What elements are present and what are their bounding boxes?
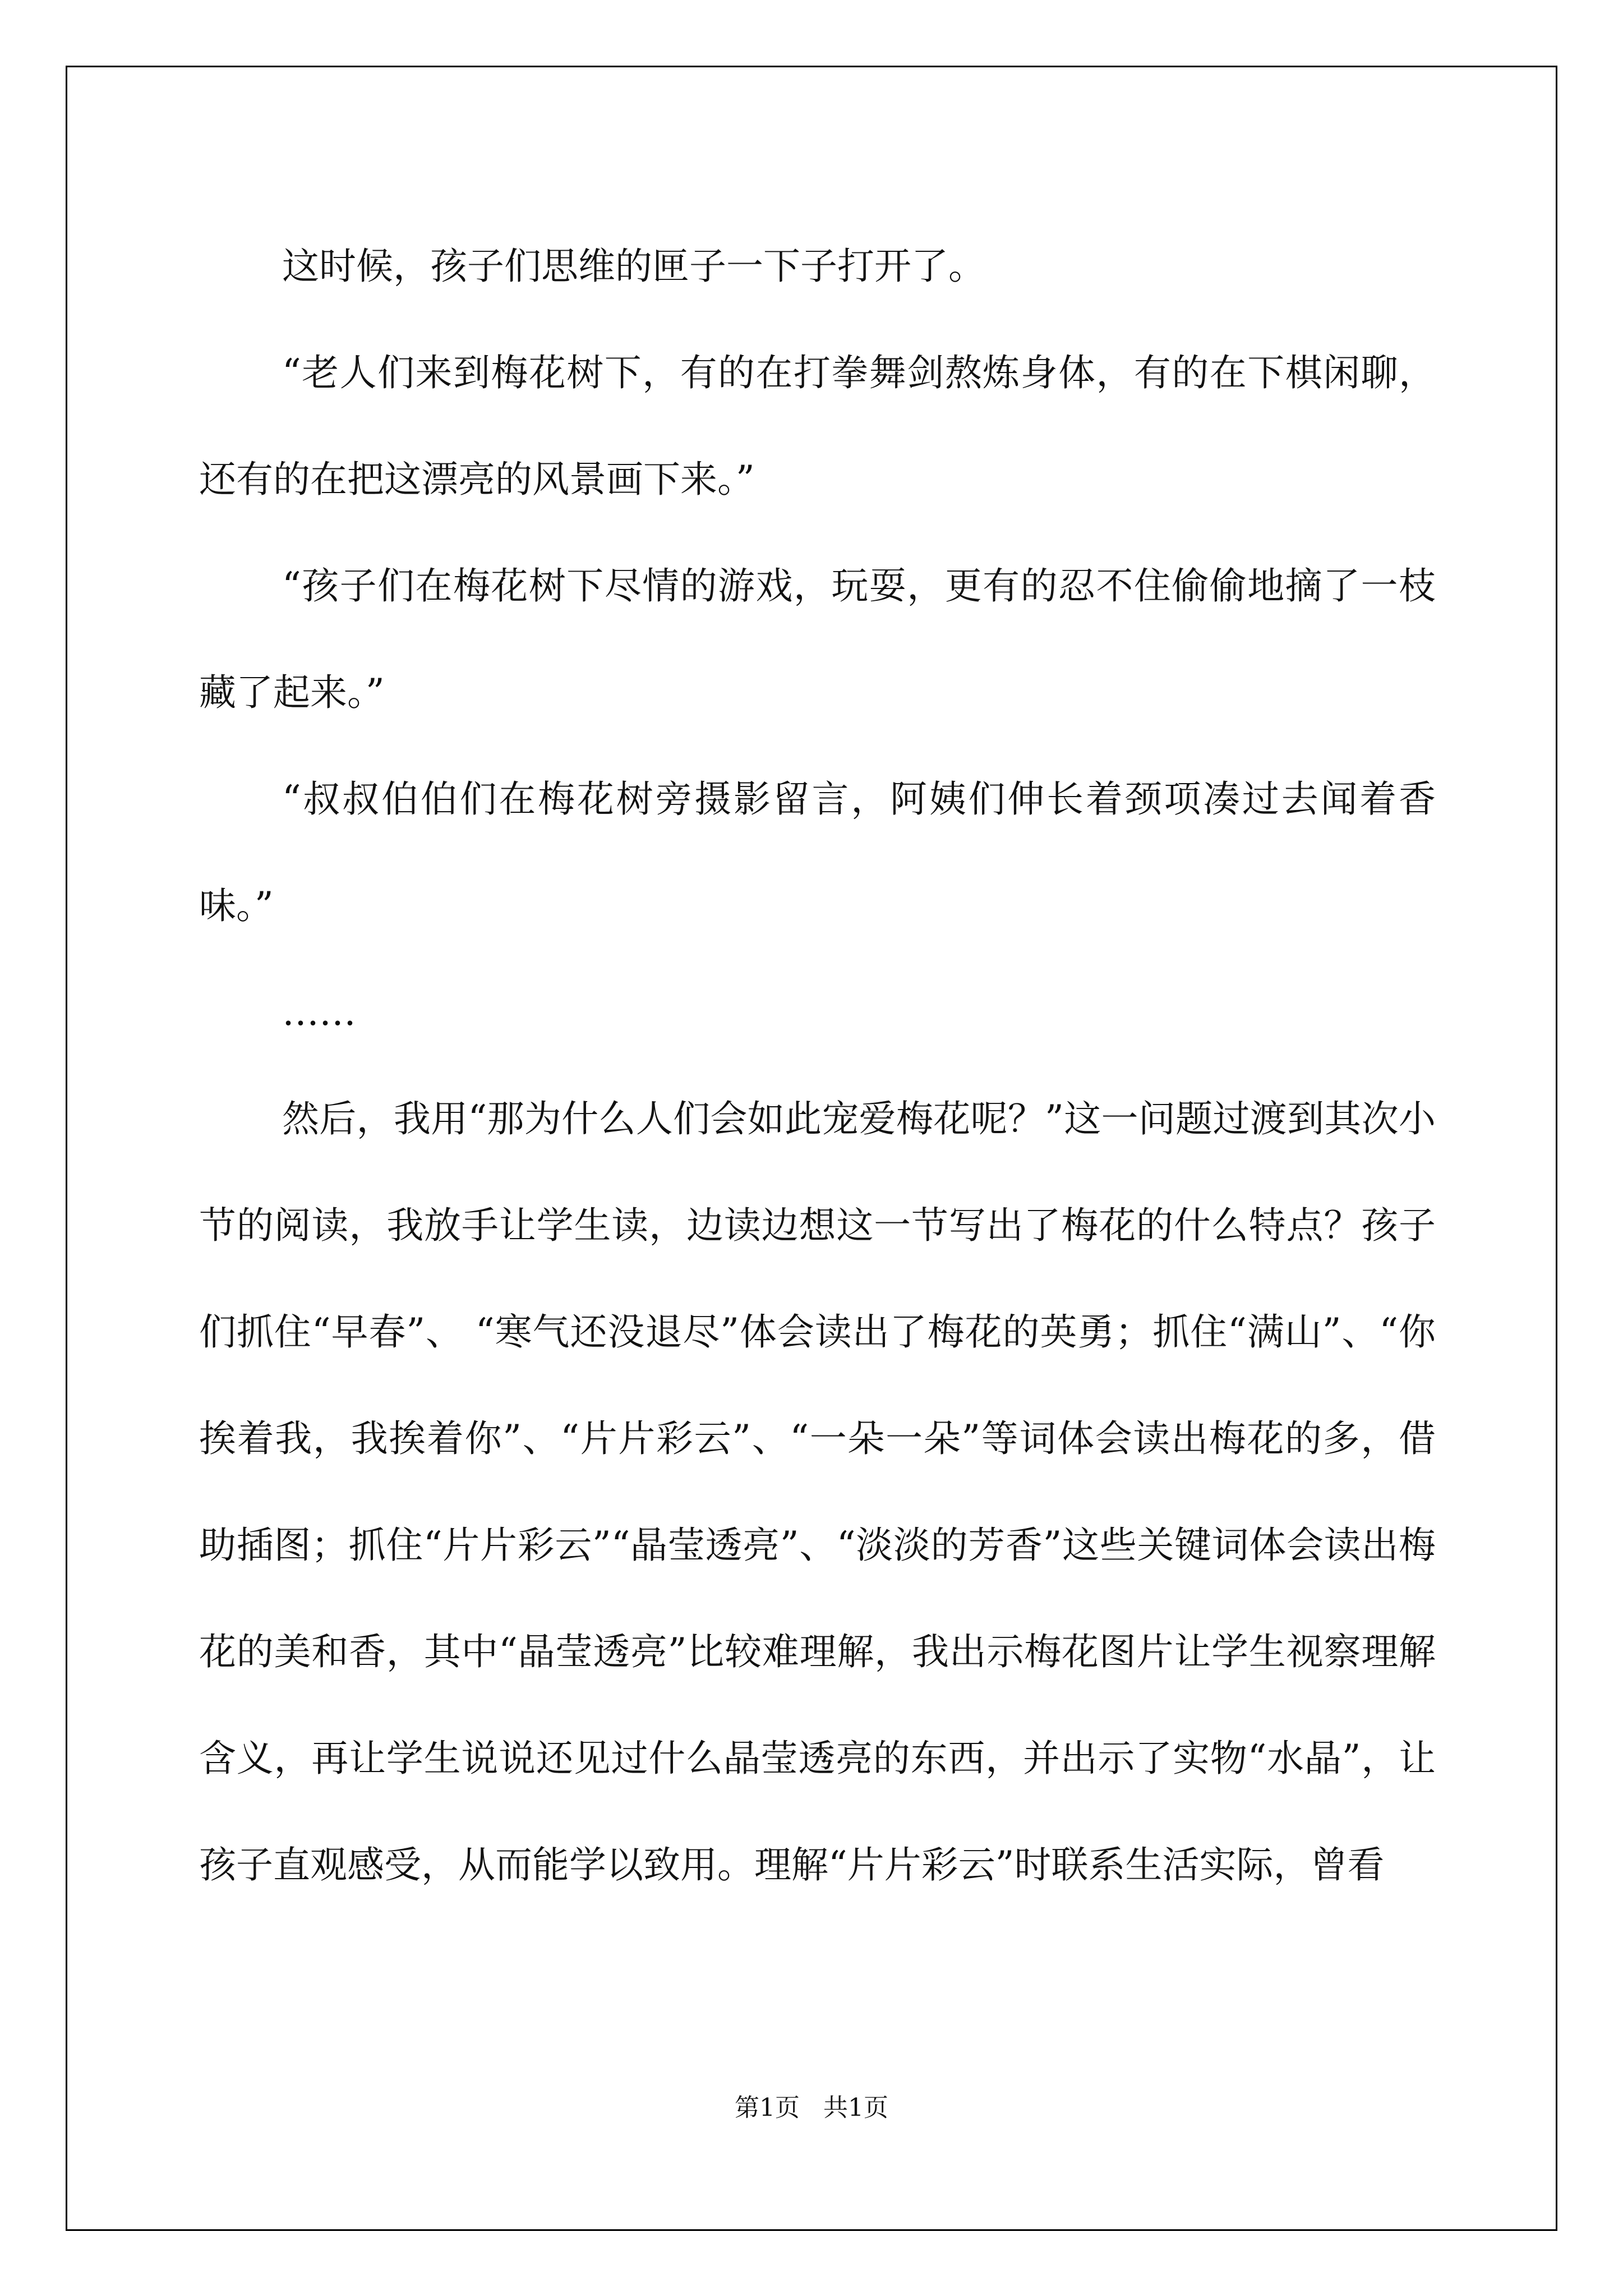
paragraph: 然后，我用“那为什么人们会如此宠爱梅花呢？”这一问题过渡到其次小节的阅读，我放手让学生读，边读边想这一节写出了梅花的什么特点？孩子们抓住“早春”、 “寒气还没退尽”体会读出了梅花的英勇；抓住“满山”、“你挨着我，我挨着你”、“片片彩云”、“一朵一朵”等词体会读出梅花的多，借助插图；抓住“片片彩云”“晶莹透亮”、“淡淡的芳香”这些关键词体会读出梅花的美和香，其中“晶莹透亮”比较难理解，我出示梅花图片让学生视察理解含义，再让学生说说还见过什么晶莹透亮的东西，并出示了实物“水晶”，让孩子直观感受，从而能学以致用。理解“片片彩云”时联系生活实际，曾看 — [199, 1097, 1436, 1887]
page-number: 第1页 共1页 — [735, 2093, 888, 2122]
paragraph: “老人们来到梅花树下，有的在打拳舞剑熬炼身体，有的在下棋闲聊，还有的在把这漂亮的风景画下来。” — [199, 351, 1436, 501]
paragraph: “叔叔伯伯们在梅花树旁摄影留言，阿姨们伸长着颈项凑过去闻着香味。” — [199, 777, 1436, 927]
paragraph: 这时候，孩子们思维的匣子一下子打开了。 — [282, 245, 985, 288]
paragraph: “孩子们在梅花树下尽情的游戏，玩耍，更有的忍不住偷偷地摘了一枝藏了起来。” — [199, 564, 1436, 714]
document-body — [199, 213, 1436, 1918]
ellipsis-paragraph: …… — [282, 991, 356, 1034]
page-footer — [0, 2091, 1623, 2125]
